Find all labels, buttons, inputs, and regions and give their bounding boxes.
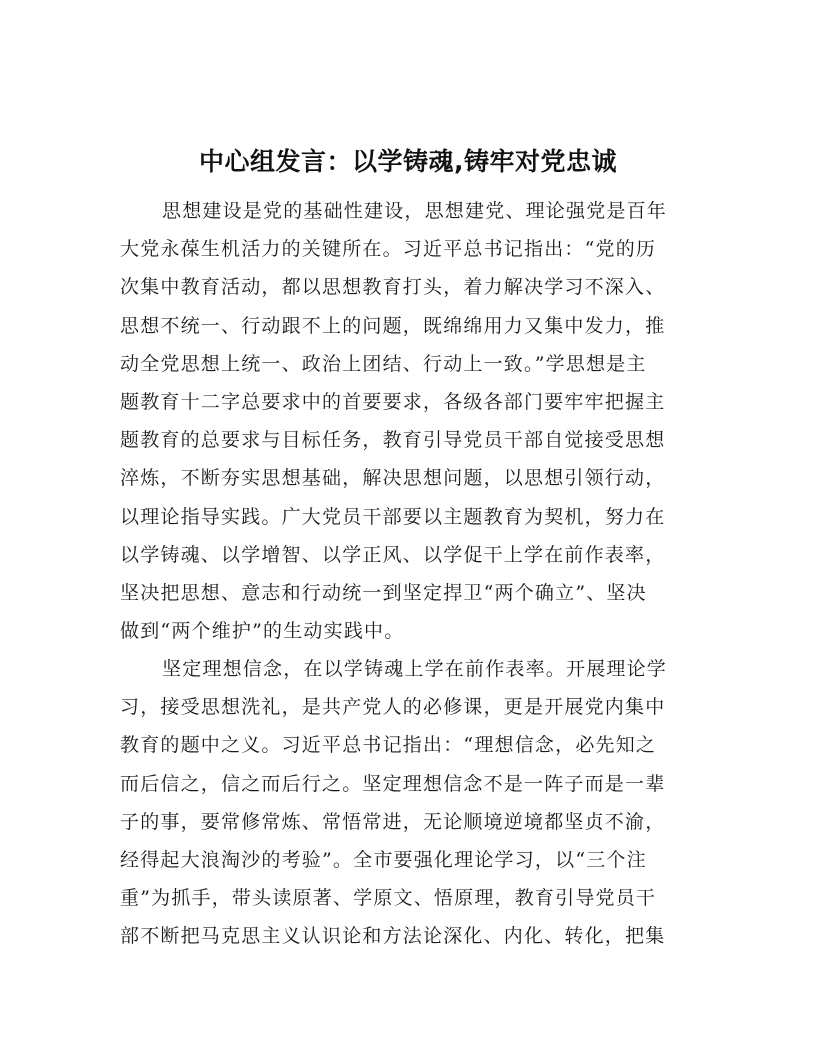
document-title: 中心组发言：以学铸魂,铸牢对党忠诚 <box>199 147 617 176</box>
paragraph-line: 部不断把马克思主义认识论和方法论深化、内化、转化，把集 <box>120 925 666 948</box>
paragraph-line: 坚决把思想、意志和行动统一到坚定捍卫“两个确立”、坚决 <box>120 581 647 604</box>
paragraph-line: 以理论指导实践。广大党员干部要以主题教育为契机，努力在 <box>120 505 666 528</box>
paragraph-line: 习，接受思想洗礼，是共产党人的必修课，更是开展党内集中 <box>120 696 666 719</box>
paragraph-line: 重”为抓手，带头读原著、学原文、悟原理，教育引导党员干 <box>120 887 657 910</box>
paragraph-line: 题教育十二字总要求中的首要要求，各级各部门要牢牢把握主 <box>120 390 666 413</box>
paragraph-2 <box>120 650 698 956</box>
paragraph-line: 动全党思想上统一、政治上团结、行动上一致。”学思想是主 <box>120 352 647 375</box>
paragraph-line: 思想不统一、行动跟不上的问题，既绵绵用力又集中发力，推 <box>120 314 666 337</box>
paragraph-line: 次集中教育活动，都以思想教育打头，着力解决学习不深入、 <box>120 276 666 299</box>
paragraph-line: 教育的题中之义。习近平总书记指出：“理想信念，必先知之 <box>120 734 657 757</box>
paragraph-line: 淬炼，不断夯实思想基础，解决思想问题，以思想引领行动， <box>120 467 666 490</box>
paragraph-line: 经得起大浪淘沙的考验”。全市要强化理论学习，以“三个注 <box>120 848 647 871</box>
paragraph-1 <box>120 192 698 650</box>
paragraph-line: 以学铸魂、以学增智、以学正风、以学促干上学在前作表率， <box>120 543 666 566</box>
paragraph-line: 大党永葆生机活力的关键所在。习近平总书记指出：“党的历 <box>120 238 657 261</box>
paragraph-line: 题教育的总要求与目标任务，教育引导党员干部自觉接受思想 <box>120 429 666 452</box>
paragraph-line: 做到“两个维护”的生动实践中。 <box>120 620 405 643</box>
paragraph-line: 思想建设是党的基础性建设，思想建党、理论强党是百年 <box>162 200 668 222</box>
paragraph-line: 而后信之，信之而后行之。坚定理想信念不是一阵子而是一辈 <box>120 772 666 795</box>
paragraph-line: 子的事，要常修常炼、常悟常进，无论顺境逆境都坚贞不渝， <box>120 810 666 833</box>
paragraph-line: 坚定理想信念，在以学铸魂上学在前作表率。开展理论学 <box>162 658 668 680</box>
